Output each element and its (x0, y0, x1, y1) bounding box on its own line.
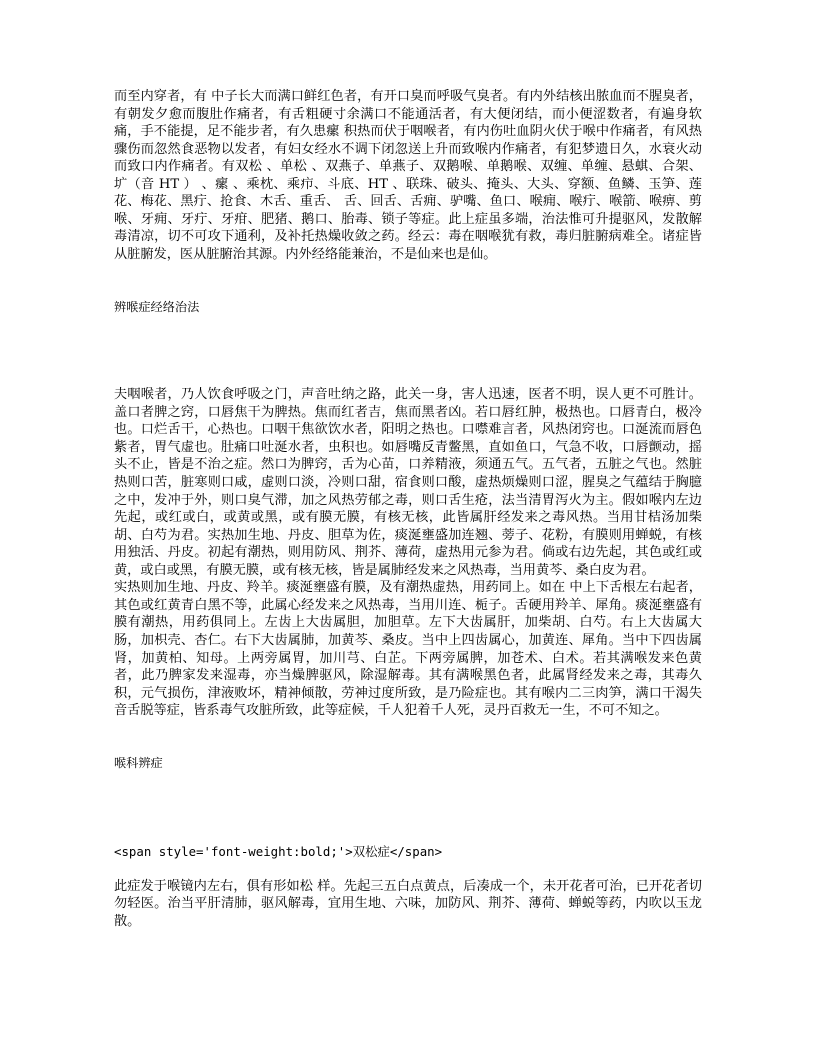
spacer (114, 263, 702, 298)
spacer (114, 720, 702, 755)
spacer (114, 316, 702, 386)
literal-span-markup: <span style='font-weight:bold;'>双松症</span> (114, 843, 443, 859)
paragraph-symptom-list: 而至内穿者，有 中子长大而满口鲜红色者，有开口臭而呼吸气臭者。有内外结核出脓血而不腥臭者，有朝发夕愈而腹肚作痛者，有舌粗硬寸余满口不能通活者，有大便闭结，而小便涩数者，有遍身软痛，手不能提，足不能步者，有久患瘰 积热而伏于咽喉者，有内伤吐血阴火伏于喉中作痛者，有风热骤伤而忽然食恶物以发者，有妇女经水不调下闭忽送上升而致喉内作痛者，有犯梦遗日久，水衰火动而致口内作痛者。有双松 、单松 、双燕子、单燕子、双鹅喉、单鹅喉、双缠、单缠、悬蜞、合架、圹（音 HT ） 、瘰 、乘枕、乘疖、斗底、HT 、联珠、破头、掩头、大头、穿额、鱼鳞、玉笋、莲花、梅花、黑疔、抢食、木舌、重舌、 舌、回舌、舌痈、驴嘴、鱼口、喉痈、喉疔、喉箭、喉痹、剪喉、牙痈、牙疔、牙疳、肥猪、鹅口、胎毒、锁子等症。此上症虽多端，治法惟可升提驱风，发散解毒清凉，切不可攻下通利，及补托热燥收敛之药。经云：毒在咽喉犹有救，毒归脏腑病难全。诸症皆从脏腑发，医从脏腑治其源。内外经络能兼治，不是仙来也是仙。 (114, 89, 702, 262)
spacer (114, 772, 702, 842)
heading-meridian-treatment: 辨喉症经络治法 (114, 299, 200, 314)
paragraph-throat-theory: 夫咽喉者，乃人饮食呼吸之门，声音吐纳之路，此关一身，害人迅速，医者不明，误人更不可胜计。盖口者脾之窍，口唇焦干为脾热。焦而红者吉，焦而黑者凶。若口唇红肿，极热也。口唇青白，极冷也。口烂舌干，心热也。口咽干焦欲饮水者，阳明之热也。口噤难言者，风热闭窍也。口涎流而唇色紫者，胃气虚也。肚痛口吐涎水者，虫积也。如唇嘴反青鳖黑，直如鱼口，气急不收，口唇颤动，摇头不止，皆是不治之症。然口为脾窍，舌为心苗，口养精液，须通五气。五气者，五脏之气也。然脏热则口苦，脏寒则口咸，虚则口淡，冷则口甜，宿食则口酸，虚热烦燥则口涩，腥臭之气蕴结于胸臆之中，发冲于外，则口臭气滞，加之风热劳郁之毒，则口舌生疮，法当清胃泻火为主。假如喉内左边先起，或红或白，或黄或黑，或有膜无膜，有核无核，此皆属肝经发来之毒风热。当用甘桔汤加柴胡、白芍为君。实热加生地、丹皮、胆草为佐，痰涎壅盛加连翘、蒡子、花粉，有膜则用蝉蜕，有核用独活、丹皮。初起有潮热，则用防风、荆芥、薄荷，虚热用元参为君。倘或右边先起，其色或红或黄，或白或黑，有膜无膜，或有核无核，皆是属肺经发来之风热毒，当用黄芩、桑白皮为君。 (114, 387, 702, 578)
paragraph-shuangsong-treatment: 此症发于喉镜内左右，俱有形如松 样。先起三五白点黄点，后凑成一个，未开花者可治，已开花者切勿轻医。治当平肝清肺，驱风解毒，宜用生地、六味，加防风、荆芥、薄荷、蝉蜕等药，内吹以玉龙散。 (114, 878, 702, 929)
document-content (114, 88, 702, 930)
spacer (114, 860, 702, 878)
paragraph-prescriptions: 实热则加生地、丹皮、羚羊。痰涎壅盛有膜，及有潮热虚热，用药同上。如在 中上下舌根左右起者，其色或红黄青白黑不等，此属心经发来之风热毒，当用川连、栀子。舌硬用羚羊、犀角。痰涎壅盛有膜有潮热，用药俱同上。左齿上大齿属胆，加胆草。左下大齿属肝，加柴胡、白芍。右上大齿属大肠，加枳壳、杏仁。右下大齿属肺，加黄芩、桑皮。当中上四齿属心，加黄连、犀角。当中下四齿属肾，加黄柏、知母。上两旁属胃，加川芎、白芷。下两旁属脾，加苍术、白术。若其满喉发来色黄者，此乃脾家发来湿毒，亦当燥脾驱风，除湿解毒。其有满喉黑色者，此属肾经发来之毒，其毒久积，元气损伤，津液败坏，精神倾散，劳神过度所致，是乃险症也。其有喉内二三肉笋，满口干渴失音舌脱等症，皆系毒气攻脏所致，此等症候，千人犯着千人死，灵丹百救无一生，不可不知之。 (114, 580, 702, 719)
heading-throat-diagnosis: 喉科辨症 (114, 755, 163, 770)
